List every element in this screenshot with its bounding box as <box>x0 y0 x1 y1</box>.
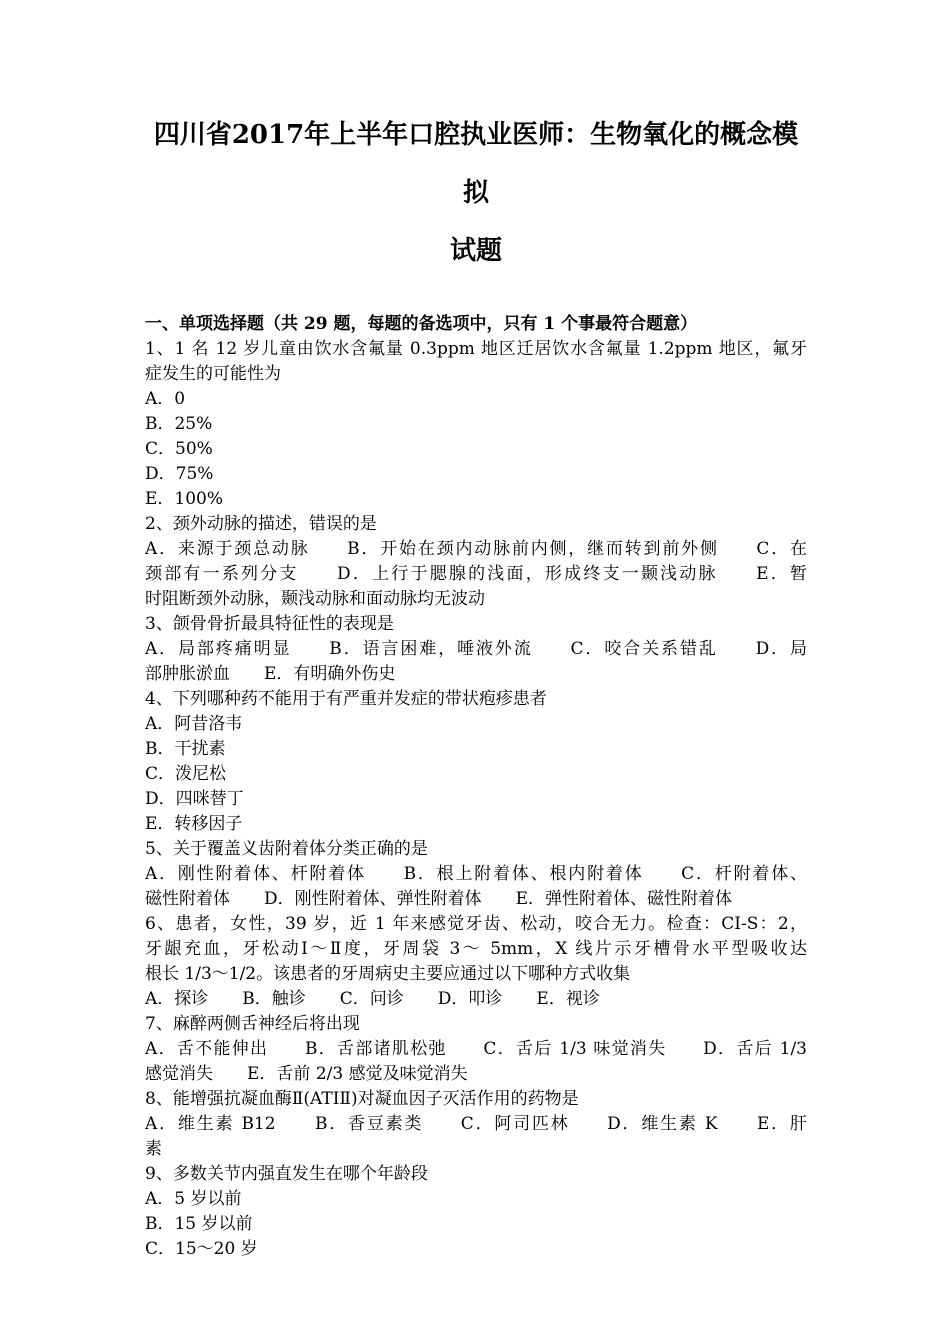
text-line: C．泼尼松 <box>145 764 227 784</box>
text-line: 牙龈充血，牙松动Ⅰ～Ⅱ度，牙周袋 3～ 5mm，X 线片示牙槽骨水平型吸收达 <box>145 939 807 959</box>
title-line-1: 四川省2017年上半年口腔执业医师：生物氧化的概念模拟 <box>153 120 799 208</box>
text-line: 3、颌骨骨折最具特征性的表现是 <box>145 614 394 634</box>
text-line: 7、麻醉两侧舌神经后将出现 <box>145 1014 360 1034</box>
text-line: D．四咪替丁 <box>145 789 244 809</box>
text-line: B．干扰素 <box>145 739 226 759</box>
text-line: A．探诊 B．触诊 C．问诊 D．叩诊 E．视诊 <box>145 989 600 1009</box>
title-line-2: 试题 <box>449 236 502 266</box>
text-line: A．舌不能伸出 B．舌部诸肌松弛 C．舌后 1/3 味觉消失 D．舌后 1/3 <box>145 1039 807 1059</box>
text-line: 颈部有一系列分支 D．上行于腮腺的浅面，形成终支一颞浅动脉 E．暂 <box>145 564 807 584</box>
text-line: D．75% <box>145 464 214 484</box>
text-line: 根长 1/3～1/2。该患者的牙周病史主要应通过以下哪种方式收集 <box>145 964 631 984</box>
text-line: 时阻断颈外动脉，颞浅动脉和面动脉均无波动 <box>145 589 485 609</box>
text-line: 8、能增强抗凝血酶Ⅱ(ATIⅡ)对凝血因子灭活作用的药物是 <box>145 1089 579 1109</box>
text-line: A．刚性附着体、杆附着体 B．根上附着体、根内附着体 C．杆附着体、 <box>145 864 807 884</box>
text-line: A．阿昔洛韦 <box>145 714 243 734</box>
text-line: E．转移因子 <box>145 814 243 834</box>
text-line: A．维生素 B12 B．香豆素类 C．阿司匹林 D．维生素 K E．肝 <box>145 1114 807 1134</box>
text-line: 6、患者，女性，39 岁，近 1 年来感觉牙齿、松动，咬合无力。检查：CI-S：2， <box>145 914 807 934</box>
text-line: B．15 岁以前 <box>145 1214 253 1234</box>
text-line: C．50% <box>145 439 213 459</box>
text-line: B．25% <box>145 414 213 434</box>
text-line: 5、关于覆盖义齿附着体分类正确的是 <box>145 839 428 859</box>
section-heading: 一、单项选择题（共 29 题，每题的备选项中，只有 1 个事最符合题意） <box>145 314 698 334</box>
text-line: A．0 <box>145 389 186 409</box>
text-line: 2、颈外动脉的描述，错误的是 <box>145 514 377 534</box>
text-line: 9、多数关节内强直发生在哪个年龄段 <box>145 1164 428 1184</box>
text-line: A．来源于颈总动脉 B．开始在颈内动脉前内侧，继而转到前外侧 C．在 <box>145 539 807 559</box>
text-line: 素 <box>145 1139 162 1159</box>
text-line: C．15～20 岁 <box>145 1239 258 1259</box>
text-line: A．5 岁以前 <box>145 1189 242 1209</box>
text-line: 感觉消失 E．舌前 2/3 感觉及味觉消失 <box>145 1064 468 1084</box>
document-title <box>145 0 807 280</box>
text-line: 1、1 名 12 岁儿童由饮水含氟量 0.3ppm 地区迁居饮水含氟量 1.2ppm 地区，氟牙 <box>145 339 807 359</box>
text-line: E．100% <box>145 489 224 509</box>
question-list <box>145 337 807 1262</box>
text-line: 部肿胀淤血 E．有明确外伤史 <box>145 664 396 684</box>
text-line: 症发生的可能性为 <box>145 364 281 384</box>
text-line: A．局部疼痛明显 B．语言困难，唾液外流 C．咬合关系错乱 D．局 <box>145 639 807 659</box>
text-line: 4、下列哪种药不能用于有严重并发症的带状疱疹患者 <box>145 689 547 709</box>
text-line: 磁性附着体 D．刚性附着体、弹性附着体 E．弹性附着体、磁性附着体 <box>145 889 733 909</box>
